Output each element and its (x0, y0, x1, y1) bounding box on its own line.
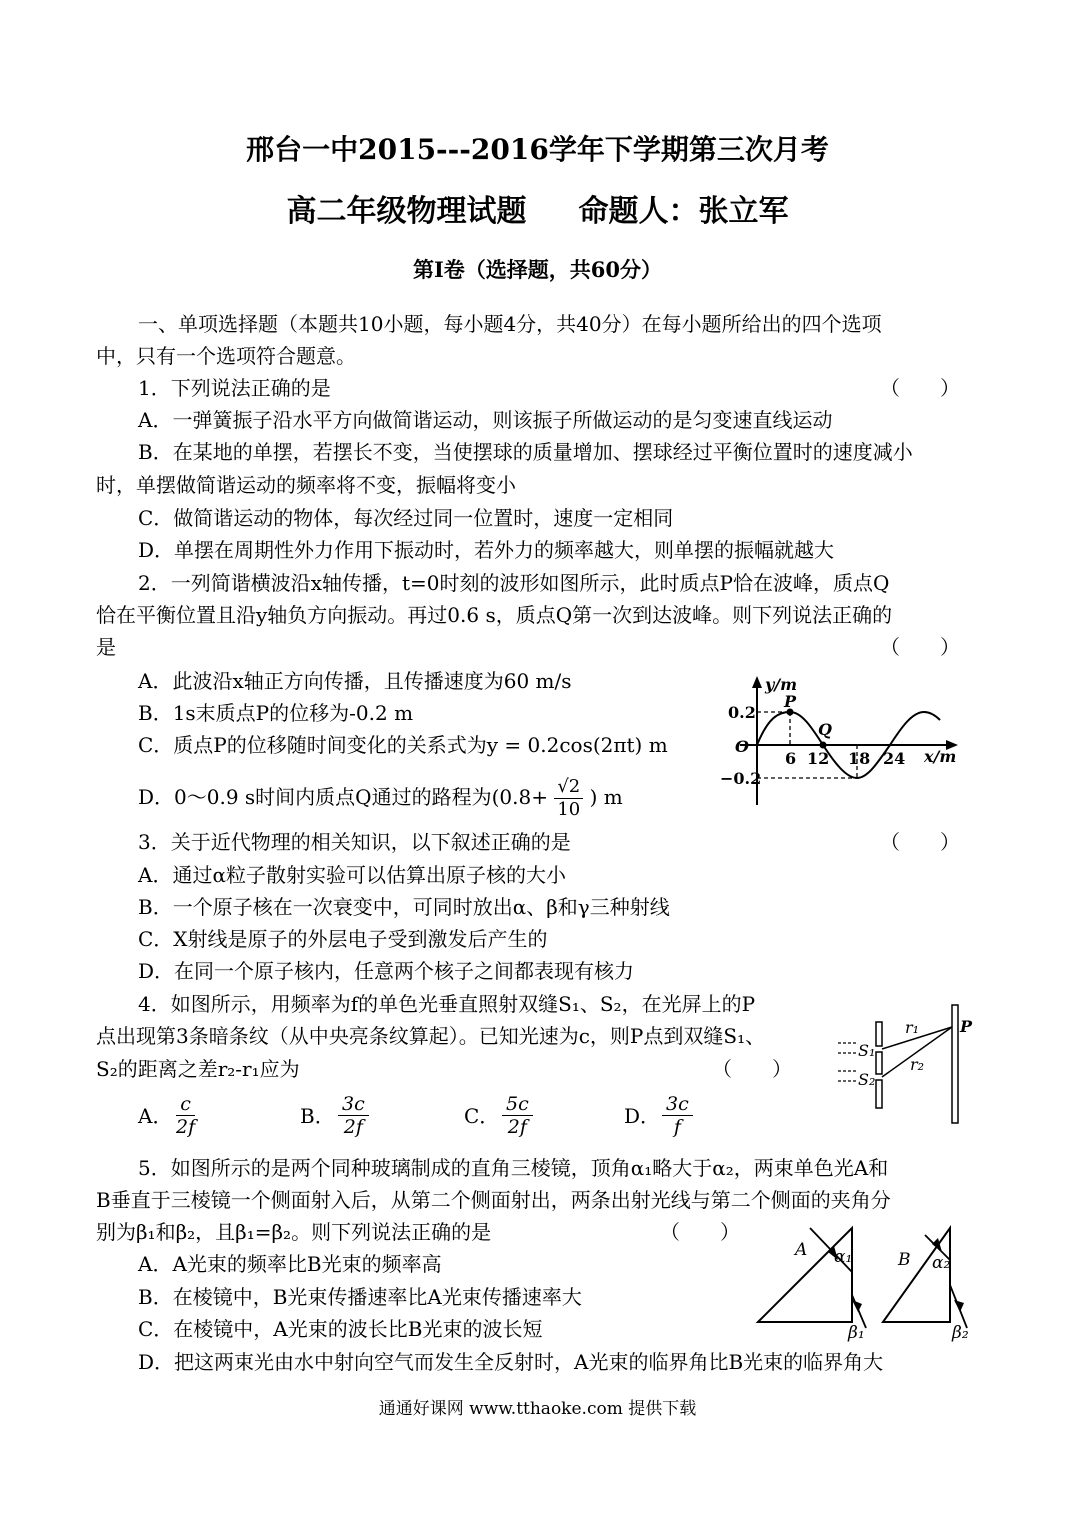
q1-option-d: D．单摆在周期性外力作用下振动时，若外力的频率越大，则单摆的振幅就越大 (138, 538, 835, 562)
subject-title: 高二年级物理试题 (286, 194, 527, 229)
q5-option-d: D．把这两束光由水中射向空气而发生全反射时，A光束的临界角比B光束的临界角大 (138, 1350, 884, 1374)
section-instruction-line1: 一、单项选择题（本题共10小题，每小题4分，共40分）在每小题所给出的四个选项 (138, 312, 882, 336)
q1-answer-blank: （ ） (880, 376, 960, 400)
q4-option-d-numerator: 3c (662, 1093, 693, 1116)
q4-option-c-denominator: 2f (507, 1116, 527, 1138)
alpha1-label: α₁ (834, 1247, 853, 1267)
wave-point-q-label: Q (818, 720, 832, 739)
q4-option-c-label: C． (464, 1104, 500, 1128)
slit-s2-label: S₂ (858, 1070, 876, 1089)
ray-r1-label: r₁ (905, 1018, 920, 1037)
wave-x-tick-12: 12 (807, 749, 830, 768)
beam-b-label: B (898, 1250, 911, 1270)
q2-option-d-denominator: 10 (557, 799, 581, 820)
page-footer: 通通好课网 www.tthaoke.com 提供下载 (378, 1399, 697, 1419)
q2-option-c: C．质点P的位移随时间变化的关系式为y = 0.2cos(2πt) m (138, 733, 668, 757)
q2-option-d-suffix: ) m (589, 785, 623, 809)
q4-stem-line2: 点出现第3条暗条纹（从中央亮条纹算起）。已知光速为c，则P点到双缝S₁、 (96, 1024, 766, 1048)
q4-option-a-label: A． (138, 1104, 173, 1128)
q5-stem-line2: B垂直于三棱镜一个侧面射入后，从第二个侧面射出，两条出射光线与第二个侧面的夹角分 (96, 1188, 891, 1212)
wave-x-tick-18: 18 (848, 749, 871, 768)
q5-stem-line1: 5．如图所示的是两个同种玻璃制成的直角三棱镜，顶角α₁略大于α₂，两束单色光A和 (138, 1156, 889, 1180)
q3-answer-blank: （ ） (880, 830, 960, 854)
q4-option-a-denominator: 2f (176, 1116, 196, 1138)
part-title: 第Ⅰ卷（选择题，共60分） (412, 257, 663, 282)
alpha2-label: α₂ (932, 1253, 951, 1273)
beta1-label: β₁ (848, 1323, 865, 1343)
q4-stem-line1: 4．如图所示，用频率为f的单色光垂直照射双缝S₁、S₂，在光屏上的P (138, 992, 756, 1016)
q2-option-d-prefix: D．0～0.9 s时间内质点Q通过的路程为(0.8+ (138, 785, 548, 809)
ray-r2-label: r₂ (910, 1055, 925, 1074)
q1-option-b-line1: B．在某地的单摆，若摆长不变，当使摆球的质量增加、摆球经过平衡位置时的速度减小 (138, 440, 913, 464)
wave-y-pos-label: 0.2 (728, 703, 756, 722)
prism-2 (883, 1228, 950, 1322)
q4-option-b-denominator: 2f (343, 1116, 363, 1138)
wave-origin-label: O (735, 737, 749, 756)
q2-stem-line2: 恰在平衡位置且沿y轴负方向振动。再过0.6 s，质点Q第一次到达波峰。则下列说法正确的 (96, 603, 893, 627)
q4-option-d-denominator: f (673, 1116, 681, 1138)
q3-option-b: B．一个原子核在一次衰变中，可同时放出α、β和γ三种射线 (138, 895, 670, 919)
q2-stem-line3: 是 (96, 635, 116, 659)
q2-answer-blank: （ ） (880, 635, 960, 659)
q5-option-b: B．在棱镜中，B光束传播速率比A光束传播速率大 (138, 1285, 582, 1309)
q4-stem-line3: S₂的距离之差r₂-r₁应为 (96, 1057, 300, 1081)
wave-x-label: x/m (924, 747, 957, 766)
q2-option-d-numerator: √2 (554, 776, 583, 799)
q1-option-a: A．一弹簧振子沿水平方向做简谐运动，则该振子所做运动的是匀变速直线运动 (138, 408, 833, 432)
beam-a-label: A (795, 1240, 808, 1260)
wave-point-p-label: P (784, 692, 797, 711)
q3-option-a: A．通过α粒子散射实验可以估算出原子核的大小 (138, 863, 566, 887)
q4-option-b-label: B． (300, 1104, 335, 1128)
wave-x-tick-6: 6 (785, 749, 797, 768)
beta2-label: β₂ (952, 1323, 969, 1343)
wave-y-label: y/m (765, 675, 798, 694)
q2-option-a: A．此波沿x轴正方向传播，且传播速度为60 m/s (138, 669, 572, 693)
q4-option-b-numerator: 3c (338, 1093, 369, 1116)
q4-option-a-numerator: c (176, 1093, 195, 1116)
q4-answer-blank: （ ） (712, 1057, 792, 1081)
q5-option-a: A．A光束的频率比B光束的频率高 (138, 1252, 442, 1276)
q2-option-b: B．1s末质点P的位移为-0.2 m (138, 701, 414, 725)
exam-title: 邢台一中2015---2016学年下学期第三次月考 (246, 133, 829, 166)
q3-option-c: C．X射线是原子的外层电子受到激发后产生的 (138, 927, 548, 951)
wave-x-tick-24: 24 (883, 749, 906, 768)
screen-point-p-label: P (960, 1017, 973, 1036)
wave-y-neg-label: −0.2 (720, 769, 762, 788)
q4-option-d-label: D． (624, 1104, 661, 1128)
slit-s1-label: S₁ (858, 1041, 876, 1060)
q3-stem: 3．关于近代物理的相关知识，以下叙述正确的是 (138, 830, 571, 854)
q4-option-c-numerator: 5c (502, 1093, 533, 1116)
q5-option-c: C．在棱镜中，A光束的波长比B光束的波长短 (138, 1317, 543, 1341)
section-instruction-line2: 中，只有一个选项符合题意。 (96, 344, 356, 368)
q1-stem: 1．下列说法正确的是 (138, 376, 331, 400)
q5-answer-blank: （ ） (660, 1220, 740, 1244)
q1-option-c: C．做简谐运动的物体，每次经过同一位置时，速度一定相同 (138, 506, 674, 530)
beam-a-exit-arrow (852, 1300, 862, 1312)
q1-option-b-line2: 时，单摆做简谐运动的频率将不变，振幅将变小 (96, 473, 516, 497)
q5-stem-line3: 别为β₁和β₂，且β₁=β₂。则下列说法正确的是 (96, 1220, 492, 1244)
q3-option-d: D．在同一个原子核内，任意两个核子之间都表现有核力 (138, 959, 635, 983)
author-line: 命题人：张立军 (578, 194, 789, 229)
q2-stem-line1: 2．一列简谐横波沿x轴传播，t=0时刻的波形如图所示，此时质点P恰在波峰，质点Q (138, 571, 890, 595)
